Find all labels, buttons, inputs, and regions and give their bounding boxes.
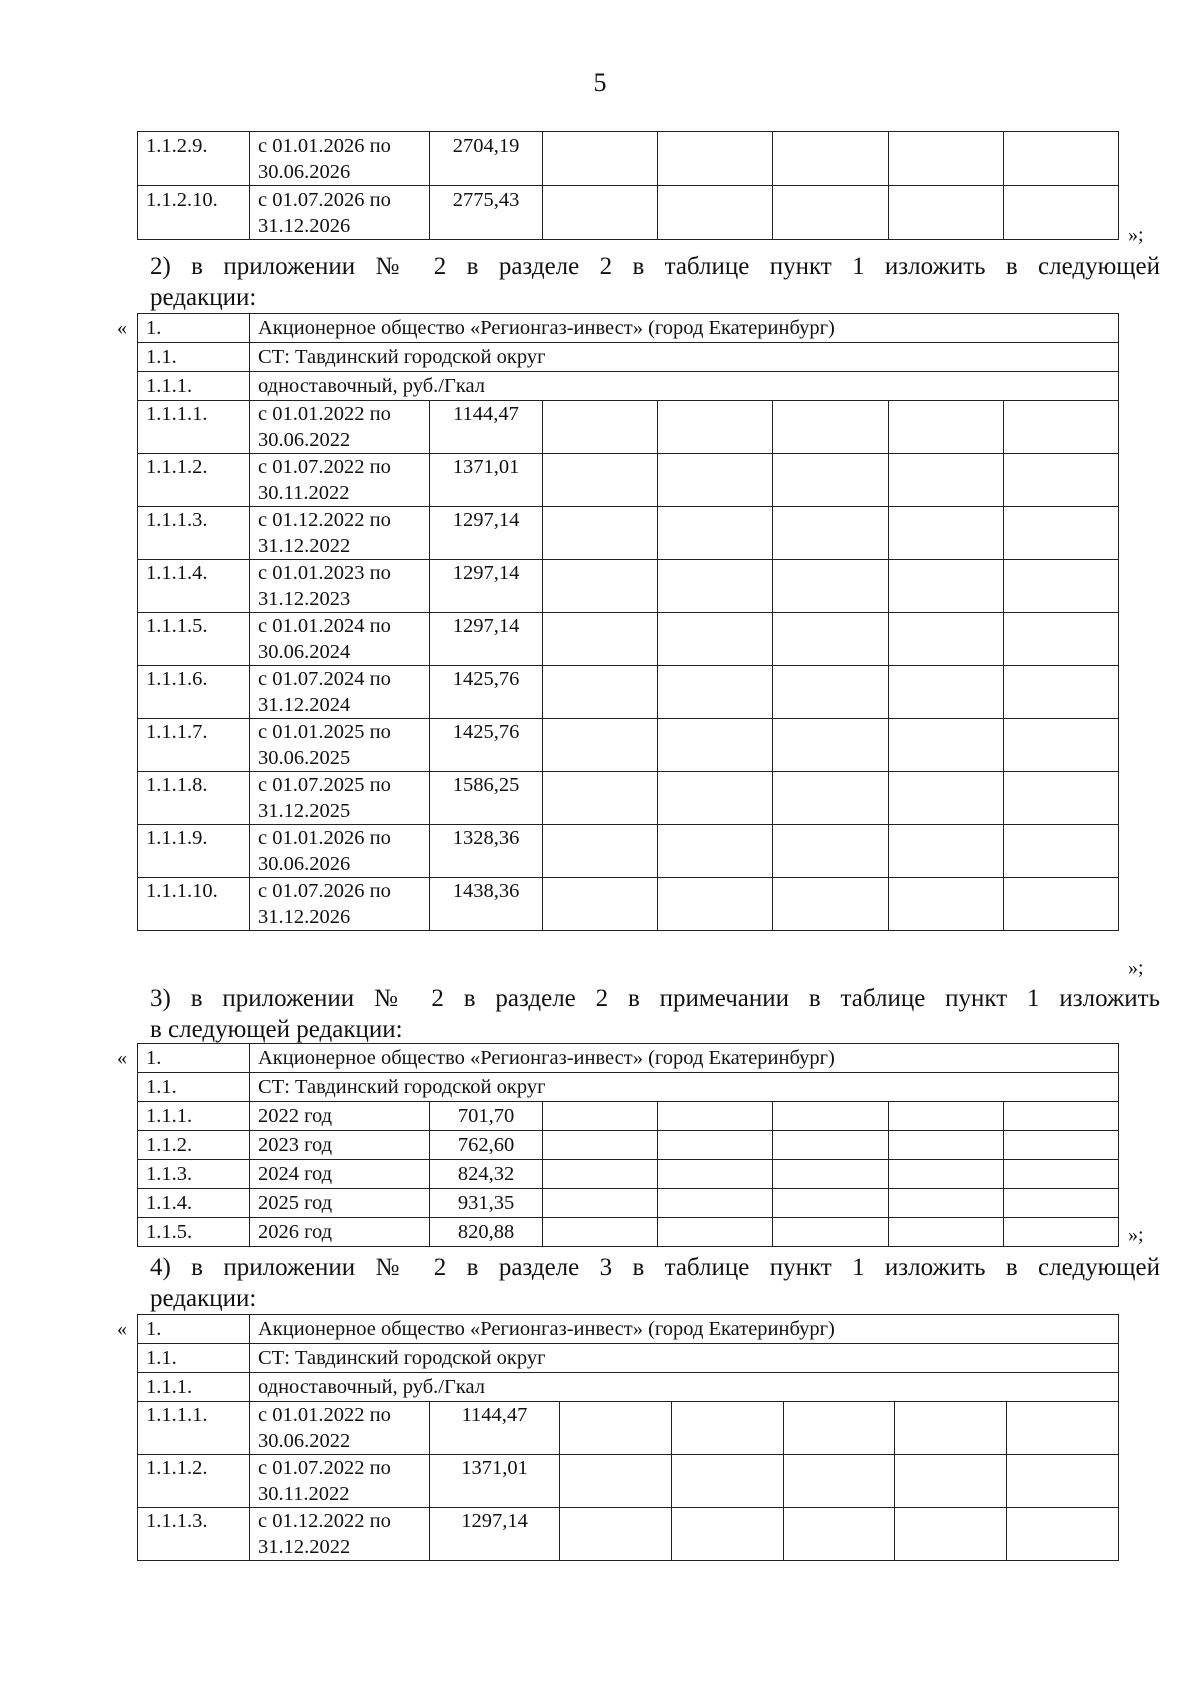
cell-empty <box>1003 401 1118 454</box>
cell-empty <box>773 186 888 240</box>
cell-empty <box>658 1189 773 1218</box>
cell-empty <box>543 507 658 560</box>
cell-period <box>250 719 430 772</box>
cell-empty <box>658 1160 773 1189</box>
cell-empty <box>783 1455 895 1508</box>
cell-empty <box>888 1102 1003 1131</box>
period-end: 31.12.2022 <box>258 1535 351 1558</box>
cell-num: 1.1.1.3. <box>138 1508 250 1561</box>
cell-empty <box>1003 1102 1118 1131</box>
table-row <box>138 1102 1119 1131</box>
cell-value: 762,60 <box>430 1131 543 1160</box>
cell-empty <box>888 1189 1003 1218</box>
period-end: 30.06.2026 <box>258 852 351 875</box>
cell-empty <box>773 1218 888 1247</box>
period-start: с 01.07.2026 по <box>258 880 391 902</box>
cell-num: 1.1.1.3. <box>138 507 250 560</box>
period-start: с 01.07.2026 по <box>258 189 391 211</box>
cell-empty <box>658 666 773 719</box>
item-2-line-2: редакции: <box>150 284 257 311</box>
cell-empty <box>543 132 658 186</box>
cell-empty <box>888 613 1003 666</box>
cell-period <box>250 1402 430 1455</box>
cell-empty <box>543 719 658 772</box>
cell-value: 1438,36 <box>430 878 543 931</box>
cell-empty <box>888 560 1003 613</box>
table-row <box>138 1455 1119 1508</box>
item-4-line-1: 4) в приложении № 2 в разделе 3 в таблице пункт 1 изложить в следующей <box>150 1254 1160 1281</box>
cell-period <box>250 454 430 507</box>
cell-empty <box>671 1455 783 1508</box>
cell-empty <box>773 132 888 186</box>
cell-value: 1297,14 <box>430 560 543 613</box>
cell-period <box>250 1508 430 1561</box>
cell-num: 1. <box>138 314 250 343</box>
cell-org: Акционерное общество «Регионгаз-инвест» (город Екатеринбург) <box>250 314 1119 343</box>
period-end: 31.12.2023 <box>258 587 351 610</box>
cell-empty <box>543 560 658 613</box>
cell-empty <box>543 401 658 454</box>
cell-num: 1.1.1. <box>138 1373 250 1402</box>
period-start: с 01.07.2025 по <box>258 774 391 796</box>
cell-empty <box>895 1402 1007 1455</box>
cell-st: СТ: Тавдинский городской округ <box>250 343 1119 372</box>
table-row-st <box>138 1073 1119 1102</box>
cell-num: 1.1.5. <box>138 1218 250 1247</box>
table-row <box>138 1402 1119 1455</box>
cell-empty <box>888 132 1003 186</box>
cell-num: 1.1. <box>138 343 250 372</box>
cell-period <box>250 825 430 878</box>
cell-empty <box>773 1131 888 1160</box>
item-3-line-1: 3) в приложении № 2 в разделе 2 в примечании в таблице пункт 1 изложить <box>150 985 1160 1012</box>
cell-num: 1.1. <box>138 1344 250 1373</box>
cell-empty <box>658 560 773 613</box>
cell-num: 1.1.1. <box>138 1102 250 1131</box>
open-quote: « <box>117 1318 127 1340</box>
table-top <box>137 131 1119 240</box>
cell-value: 1328,36 <box>430 825 543 878</box>
period-start: с 01.07.2022 по <box>258 1457 391 1479</box>
cell-value: 1297,14 <box>430 1508 560 1561</box>
cell-empty <box>1003 186 1118 240</box>
cell-empty <box>543 1102 658 1131</box>
cell-empty <box>773 719 888 772</box>
table-2 <box>137 313 1119 931</box>
table-row <box>138 1508 1119 1561</box>
cell-empty <box>773 878 888 931</box>
cell-period <box>250 560 430 613</box>
cell-empty <box>560 1455 672 1508</box>
cell-num: 1.1.1.10. <box>138 878 250 931</box>
cell-empty <box>543 666 658 719</box>
cell-empty <box>1003 772 1118 825</box>
cell-num: 1.1.1.7. <box>138 719 250 772</box>
table-row <box>138 613 1119 666</box>
cell-empty <box>773 1102 888 1131</box>
cell-period <box>250 666 430 719</box>
period-end: 30.11.2022 <box>258 1482 350 1505</box>
period-start: с 01.01.2026 по <box>258 135 391 157</box>
cell-empty <box>658 878 773 931</box>
table-row <box>138 772 1119 825</box>
cell-empty <box>773 507 888 560</box>
cell-empty <box>888 454 1003 507</box>
period-start: с 01.01.2026 по <box>258 827 391 849</box>
cell-value: 1425,76 <box>430 666 543 719</box>
cell-num: 1.1.1.5. <box>138 613 250 666</box>
cell-empty <box>888 186 1003 240</box>
open-quote: « <box>117 1047 127 1069</box>
cell-num: 1.1. <box>138 1073 250 1102</box>
cell-year: 2022 год <box>250 1102 430 1131</box>
cell-empty <box>658 719 773 772</box>
period-end: 30.06.2022 <box>258 428 351 451</box>
cell-empty <box>888 719 1003 772</box>
cell-value: 1371,01 <box>430 454 543 507</box>
cell-value: 1144,47 <box>430 401 543 454</box>
cell-empty <box>773 613 888 666</box>
cell-value: 1586,25 <box>430 772 543 825</box>
table-row <box>138 454 1119 507</box>
table-row <box>138 1160 1119 1189</box>
cell-value: 1297,14 <box>430 507 543 560</box>
table-row <box>138 878 1119 931</box>
cell-empty <box>658 401 773 454</box>
cell-num: 1. <box>138 1044 250 1073</box>
table-row <box>138 560 1119 613</box>
cell-empty <box>888 878 1003 931</box>
period-start: с 01.01.2025 по <box>258 721 391 743</box>
period-end: 30.06.2025 <box>258 746 351 769</box>
cell-empty <box>888 401 1003 454</box>
period-start: с 01.01.2022 по <box>258 403 391 425</box>
cell-empty <box>1003 825 1118 878</box>
cell-num: 1.1.3. <box>138 1160 250 1189</box>
period-start: с 01.01.2023 по <box>258 562 391 584</box>
cell-empty <box>1003 1131 1118 1160</box>
cell-org: Акционерное общество «Регионгаз-инвест» (город Екатеринбург) <box>250 1315 1119 1344</box>
cell-period <box>250 1455 430 1508</box>
cell-empty <box>543 454 658 507</box>
cell-period <box>250 132 430 186</box>
period-end: 30.06.2022 <box>258 1429 351 1452</box>
cell-empty <box>888 1160 1003 1189</box>
cell-num: 1.1.1. <box>138 372 250 401</box>
cell-empty <box>543 1131 658 1160</box>
table-row-org <box>138 314 1119 343</box>
open-quote: « <box>117 317 127 339</box>
cell-num: 1.1.1.6. <box>138 666 250 719</box>
table-row <box>138 666 1119 719</box>
cell-value: 931,35 <box>430 1189 543 1218</box>
cell-empty <box>1003 1218 1118 1247</box>
cell-empty <box>888 507 1003 560</box>
cell-empty <box>773 772 888 825</box>
cell-empty <box>543 613 658 666</box>
cell-empty <box>658 1102 773 1131</box>
cell-num: 1. <box>138 1315 250 1344</box>
cell-empty <box>888 825 1003 878</box>
cell-empty <box>1007 1508 1119 1561</box>
cell-empty <box>658 507 773 560</box>
cell-value: 1371,01 <box>430 1455 560 1508</box>
cell-type: одноставочный, руб./Гкал <box>250 372 1119 401</box>
cell-empty <box>1003 132 1118 186</box>
cell-year: 2024 год <box>250 1160 430 1189</box>
table-row <box>138 507 1119 560</box>
cell-num: 1.1.2.9. <box>138 132 250 186</box>
period-start: с 01.12.2022 по <box>258 509 391 531</box>
cell-empty <box>543 1189 658 1218</box>
cell-empty <box>560 1402 672 1455</box>
cell-num: 1.1.1.2. <box>138 1455 250 1508</box>
cell-empty <box>658 1218 773 1247</box>
cell-num: 1.1.1.4. <box>138 560 250 613</box>
cell-org: Акционерное общество «Регионгаз-инвест» (город Екатеринбург) <box>250 1044 1119 1073</box>
table-row-org <box>138 1315 1119 1344</box>
table-row-org <box>138 1044 1119 1073</box>
cell-empty <box>658 825 773 878</box>
cell-empty <box>1003 1160 1118 1189</box>
period-end: 31.12.2026 <box>258 905 351 928</box>
cell-value: 2704,19 <box>430 132 543 186</box>
cell-num: 1.1.2.10. <box>138 186 250 240</box>
cell-type: одноставочный, руб./Гкал <box>250 1373 1119 1402</box>
cell-period <box>250 401 430 454</box>
item-3-line-2: в следующей редакции: <box>150 1016 403 1043</box>
cell-period <box>250 878 430 931</box>
cell-empty <box>895 1455 1007 1508</box>
cell-empty <box>888 1131 1003 1160</box>
table-row-st <box>138 1344 1119 1373</box>
cell-empty <box>1003 613 1118 666</box>
table-row-st <box>138 343 1119 372</box>
cell-empty <box>658 613 773 666</box>
cell-empty <box>1003 507 1118 560</box>
cell-empty <box>658 454 773 507</box>
table-row <box>138 1189 1119 1218</box>
cell-st: СТ: Тавдинский городской округ <box>250 1073 1119 1102</box>
cell-period <box>250 507 430 560</box>
close-quote: »; <box>1128 957 1144 979</box>
cell-num: 1.1.1.2. <box>138 454 250 507</box>
table-row <box>138 132 1119 186</box>
cell-empty <box>658 186 773 240</box>
cell-empty <box>671 1508 783 1561</box>
period-start: с 01.01.2022 по <box>258 1404 391 1426</box>
cell-num: 1.1.2. <box>138 1131 250 1160</box>
period-end: 30.06.2024 <box>258 640 351 663</box>
cell-empty <box>1003 1189 1118 1218</box>
cell-num: 1.1.4. <box>138 1189 250 1218</box>
period-end: 30.11.2022 <box>258 481 350 504</box>
cell-year: 2023 год <box>250 1131 430 1160</box>
close-quote: »; <box>1128 1224 1144 1246</box>
cell-empty <box>543 825 658 878</box>
cell-empty <box>1003 719 1118 772</box>
item-4-line-2: редакции: <box>150 1285 257 1312</box>
cell-value: 824,32 <box>430 1160 543 1189</box>
cell-empty <box>773 401 888 454</box>
cell-period <box>250 772 430 825</box>
cell-st: СТ: Тавдинский городской округ <box>250 1344 1119 1373</box>
cell-empty <box>658 1131 773 1160</box>
period-end: 30.06.2026 <box>258 160 351 183</box>
cell-empty <box>773 1160 888 1189</box>
item-2-line-1: 2) в приложении № 2 в разделе 2 в таблице пункт 1 изложить в следующей <box>150 253 1160 280</box>
cell-empty <box>783 1508 895 1561</box>
page-number: 5 <box>593 68 607 97</box>
cell-period <box>250 613 430 666</box>
cell-empty <box>773 1189 888 1218</box>
period-start: с 01.07.2024 по <box>258 668 391 690</box>
cell-empty <box>1003 454 1118 507</box>
period-end: 31.12.2024 <box>258 693 351 716</box>
period-start: с 01.01.2024 по <box>258 615 391 637</box>
cell-num: 1.1.1.9. <box>138 825 250 878</box>
period-end: 31.12.2025 <box>258 799 351 822</box>
table-row <box>138 1218 1119 1247</box>
cell-empty <box>773 666 888 719</box>
cell-empty <box>1007 1402 1119 1455</box>
cell-empty <box>543 186 658 240</box>
cell-empty <box>543 1160 658 1189</box>
cell-empty <box>773 560 888 613</box>
cell-period <box>250 186 430 240</box>
cell-empty <box>895 1508 1007 1561</box>
table-row-type <box>138 372 1119 401</box>
period-end: 31.12.2022 <box>258 534 351 557</box>
cell-empty <box>773 454 888 507</box>
table-row-type <box>138 1373 1119 1402</box>
cell-empty <box>1003 878 1118 931</box>
period-start: с 01.12.2022 по <box>258 1510 391 1532</box>
cell-value: 1144,47 <box>430 1402 560 1455</box>
cell-empty <box>888 772 1003 825</box>
cell-num: 1.1.1.1. <box>138 1402 250 1455</box>
table-row <box>138 719 1119 772</box>
table-row <box>138 1131 1119 1160</box>
table-row <box>138 401 1119 454</box>
cell-empty <box>1003 666 1118 719</box>
cell-empty <box>560 1508 672 1561</box>
table-row <box>138 825 1119 878</box>
cell-empty <box>1007 1455 1119 1508</box>
cell-value: 1425,76 <box>430 719 543 772</box>
table-row <box>138 186 1119 240</box>
close-quote: »; <box>1128 224 1144 246</box>
cell-empty <box>543 1218 658 1247</box>
cell-empty <box>783 1402 895 1455</box>
cell-empty <box>773 825 888 878</box>
cell-empty <box>543 878 658 931</box>
cell-value: 2775,43 <box>430 186 543 240</box>
cell-empty <box>888 1218 1003 1247</box>
cell-num: 1.1.1.1. <box>138 401 250 454</box>
cell-empty <box>658 132 773 186</box>
cell-value: 701,70 <box>430 1102 543 1131</box>
cell-empty <box>1003 560 1118 613</box>
table-4 <box>137 1314 1119 1561</box>
table-3 <box>137 1043 1119 1247</box>
cell-year: 2025 год <box>250 1189 430 1218</box>
cell-num: 1.1.1.8. <box>138 772 250 825</box>
cell-value: 820,88 <box>430 1218 543 1247</box>
period-end: 31.12.2026 <box>258 214 351 237</box>
cell-value: 1297,14 <box>430 613 543 666</box>
cell-empty <box>671 1402 783 1455</box>
cell-empty <box>658 772 773 825</box>
period-start: с 01.07.2022 по <box>258 456 391 478</box>
cell-year: 2026 год <box>250 1218 430 1247</box>
cell-empty <box>888 666 1003 719</box>
cell-empty <box>543 772 658 825</box>
